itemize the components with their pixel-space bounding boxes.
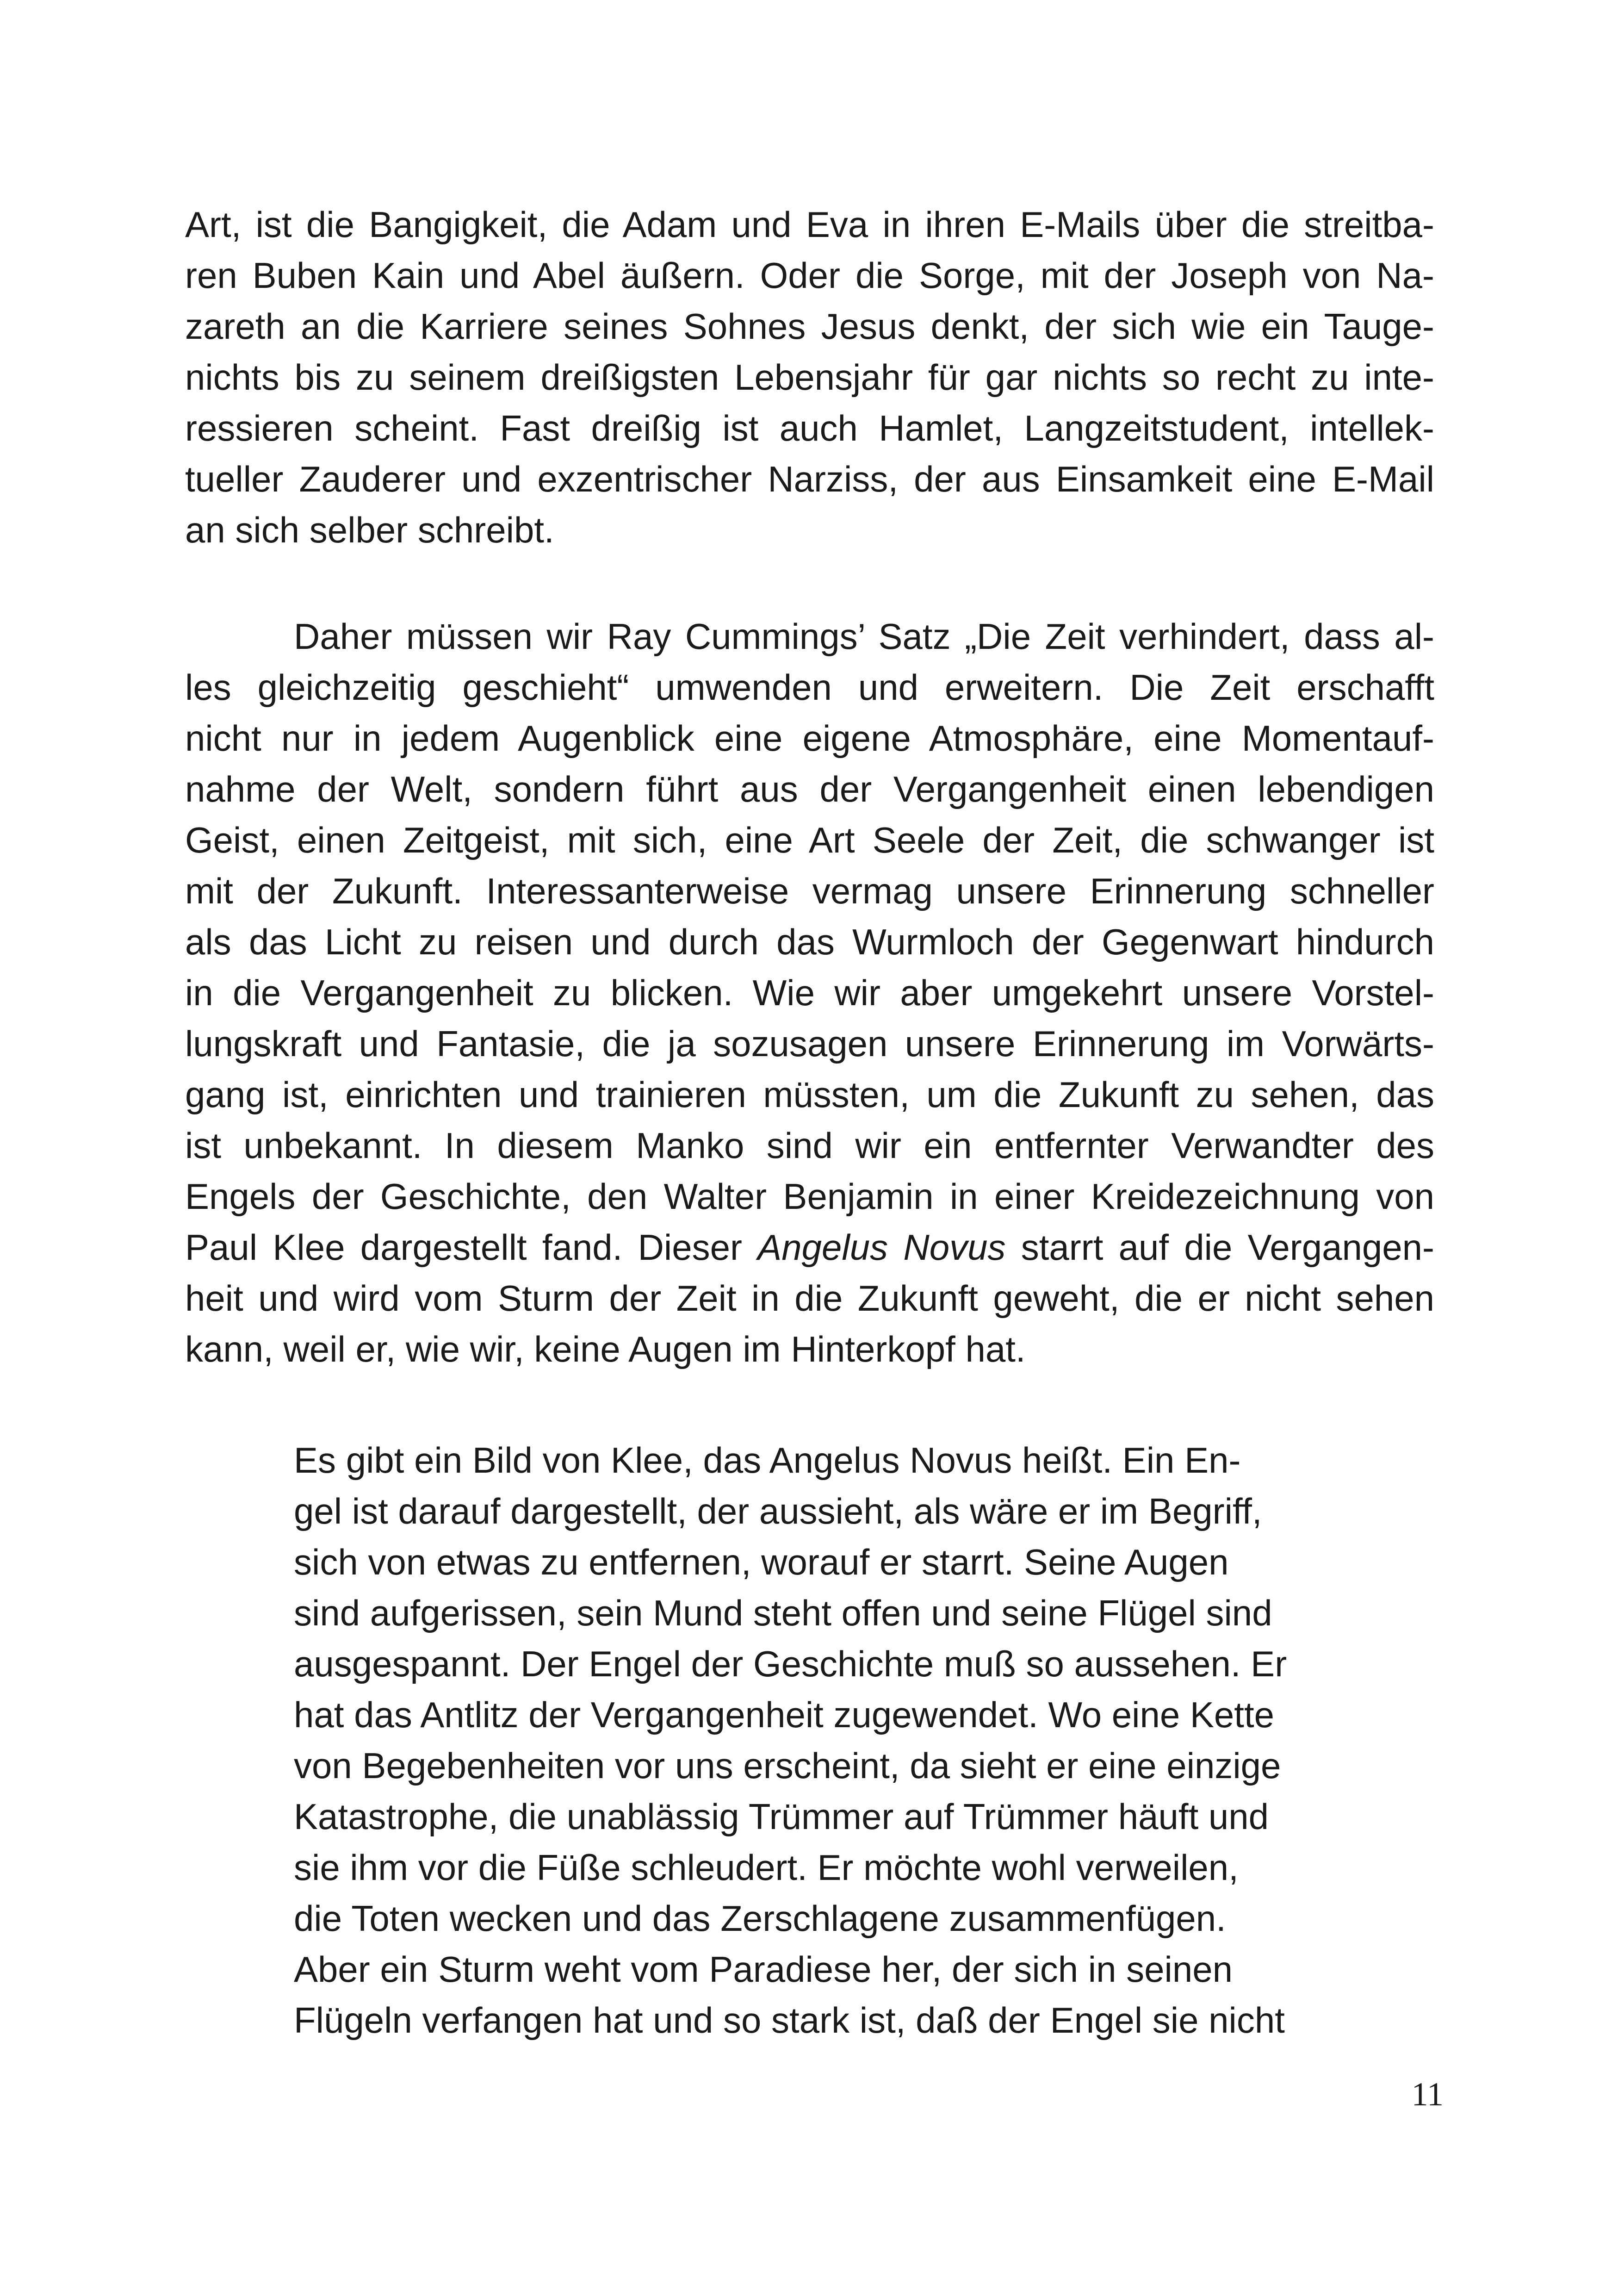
quote-line: hat das Antlitz der Vergangenheit zugewendet. Wo eine Kette — [294, 1694, 1275, 1735]
quote-line: Flügeln verfangen hat und so stark ist, daß der Engel sie nicht — [294, 2000, 1285, 2041]
text-line: zareth an die Karriere seines Sohnes Jesus denkt, der sich wie ein Tauge- — [185, 306, 1434, 347]
quote-line: sie ihm vor die Füße schleudert. Er möchte wohl verweilen, — [294, 1847, 1239, 1888]
text-line: ist unbekannt. In diesem Manko sind wir ein entfernter Verwandter des — [185, 1125, 1434, 1166]
quote-line: sich von etwas zu entfernen, worauf er starrt. Seine Augen — [294, 1542, 1229, 1582]
quote-line: die Toten wecken und das Zerschlagene zusammenfügen. — [294, 1898, 1226, 1939]
quote-line: sind aufgerissen, sein Mund steht offen und seine Flügel sind — [294, 1593, 1272, 1633]
quote-line: gel ist darauf dargestellt, der aussieht, als wäre er im Begriff, — [294, 1491, 1262, 1531]
text-line: Engels der Geschichte, den Walter Benjamin in einer Kreidezeichnung von — [185, 1176, 1434, 1217]
quote-line: Es gibt ein Bild von Klee, das Angelus Novus heißt. Ein En- — [294, 1440, 1241, 1481]
text-line: an sich selber schreibt. — [185, 510, 554, 550]
text-line: nicht nur in jedem Augenblick eine eigene Atmosphäre, eine Momentauf- — [185, 718, 1434, 759]
text-line: nichts bis zu seinem dreißigsten Lebensjahr für gar nichts so recht zu inte- — [185, 357, 1434, 398]
text-line: heit und wird vom Sturm der Zeit in die Zukunft geweht, die er nicht sehen — [185, 1278, 1434, 1319]
text-segment: Paul Klee dargestellt fand. Dieser — [185, 1227, 758, 1268]
text-line: tueller Zauderer und exzentrischer Narziss, der aus Einsamkeit eine E-Mail — [185, 459, 1434, 499]
quote-line: Katastrophe, die unablässig Trümmer auf Trümmer häuft und — [294, 1796, 1269, 1837]
text-line: gang ist, einrichten und trainieren müssten, um die Zukunft zu sehen, das — [185, 1074, 1434, 1115]
quote-line: von Begebenheiten vor uns erscheint, da sieht er eine einzige — [294, 1745, 1281, 1786]
page-number: 11 — [1411, 2076, 1444, 2113]
text-line: lungskraft und Fantasie, die ja sozusagen unsere Erinnerung im Vorwärts- — [185, 1023, 1434, 1064]
quote-line: Aber ein Sturm weht vom Paradiese her, der sich in seinen — [294, 1949, 1233, 1990]
italic-title: Angelus Novus — [757, 1227, 1006, 1268]
text-line: Geist, einen Zeitgeist, mit sich, eine Art Seele der Zeit, die schwanger ist — [185, 820, 1434, 860]
text-line: Art, ist die Bangigkeit, die Adam und Eva in ihren E-Mails über die streitba- — [185, 204, 1434, 245]
quote-line: ausgespannt. Der Engel der Geschichte muß so aussehen. Er — [294, 1643, 1287, 1684]
text-line: Daher müssen wir Ray Cummings’ Satz „Die Zeit verhindert, dass al- — [294, 616, 1434, 657]
text-line: kann, weil er, wie wir, keine Augen im Hinterkopf hat. — [185, 1329, 1026, 1369]
text-line: ressieren scheint. Fast dreißig ist auch Hamlet, Langzeitstudent, intellek- — [185, 408, 1434, 448]
text-line: les gleichzeitig geschieht“ umwenden und erweitern. Die Zeit erschafft — [185, 667, 1434, 708]
text-line: ren Buben Kain und Abel äußern. Oder die Sorge, mit der Joseph von Na- — [185, 255, 1434, 296]
text-line: nahme der Welt, sondern führt aus der Vergangenheit einen lebendigen — [185, 769, 1434, 809]
text-line: in die Vergangenheit zu blicken. Wie wir aber umgekehrt unsere Vorstel- — [185, 972, 1434, 1013]
text-line: mit der Zukunft. Interessanterweise vermag unsere Erinnerung schneller — [185, 871, 1434, 911]
text-line — [185, 1222, 1434, 1273]
text-segment: starrt auf die Vergangen- — [1005, 1227, 1434, 1268]
text-line: als das Licht zu reisen und durch das Wurmloch der Gegenwart hindurch — [185, 921, 1434, 962]
